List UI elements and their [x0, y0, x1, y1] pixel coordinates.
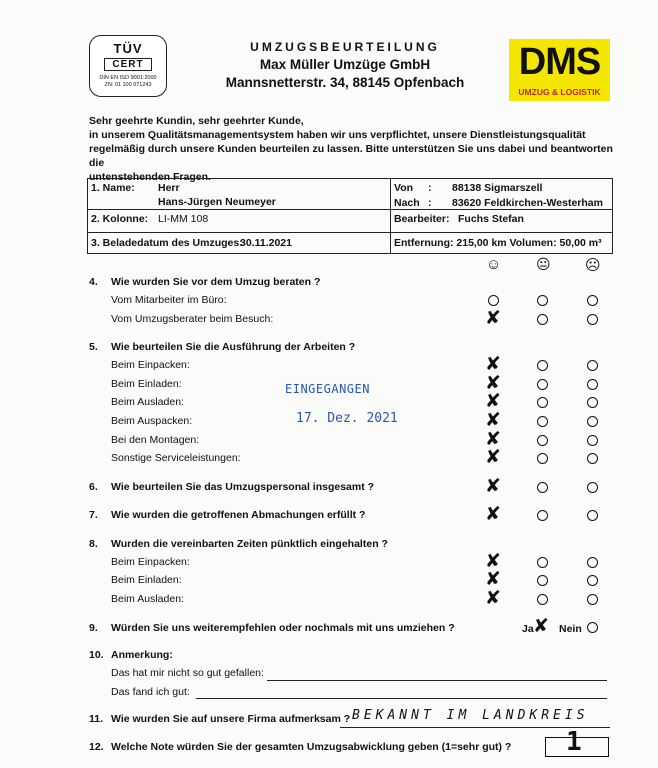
check-mark: ✘ [485, 588, 501, 609]
handwritten-grade: 1 [566, 727, 582, 757]
salutation-value: Herr [158, 182, 180, 194]
dms-logo [509, 39, 610, 101]
question-item: Beim Einpacken: [111, 359, 190, 371]
question-11 [89, 713, 350, 725]
cert-din: DIN EN ISO 9001:2000 [99, 75, 157, 81]
rating-radio[interactable] [537, 416, 548, 427]
date-label: 3. Beladedatum des Umzuges: [91, 237, 243, 249]
question-text: Wie beurteilen Sie die Ausführung der Arbeiten ? [111, 341, 356, 353]
handwritten-answer: BEKANNT IM LANDKREIS [352, 708, 589, 723]
intro-line: Sehr geehrte Kundin, sehr geehrter Kunde, [89, 115, 304, 127]
bearbeiter-value: Fuchs Stefan [458, 213, 524, 225]
question-number: 11. [89, 713, 104, 725]
question-text: Wie wurden die getroffenen Abmachungen erfüllt ? [111, 509, 366, 521]
nein-radio[interactable] [587, 622, 598, 633]
distance-volume: Entfernung: 215,00 km Volumen: 50,00 m³ [394, 237, 602, 249]
question-7 [89, 509, 365, 521]
received-stamp-date: 17. Dez. 2021 [296, 411, 398, 426]
dms-logo-subtitle: UMZUG & LOGISTIK [518, 87, 601, 97]
rating-radio[interactable] [587, 594, 598, 605]
rating-radio[interactable] [537, 397, 548, 408]
document-title: UMZUGSBEURTEILUNG [250, 40, 440, 54]
rating-radio[interactable] [537, 453, 548, 464]
question-item: Beim Einpacken: [111, 556, 190, 568]
tuv-cert-logo [89, 35, 167, 97]
rating-radio[interactable] [587, 379, 598, 390]
colon: : [428, 182, 432, 194]
smiley-neutral-icon: 😐 [536, 256, 551, 272]
question-item: Sonstige Serviceleistungen: [111, 452, 241, 464]
rating-radio[interactable] [587, 453, 598, 464]
question-item: Beim Einladen: [111, 574, 182, 586]
rating-radio[interactable] [537, 435, 548, 446]
question-12 [89, 741, 511, 753]
question-number: 8. [89, 538, 98, 550]
document-header [180, 40, 510, 90]
table-divider [390, 179, 391, 253]
company-name: Max Müller Umzüge GmbH [259, 57, 431, 72]
rating-radio[interactable] [488, 295, 499, 306]
kolonne-value: LI-MM 108 [158, 213, 209, 225]
von-label: Von [394, 182, 414, 194]
question-number: 5. [89, 341, 98, 353]
check-mark: ✘ [485, 410, 501, 431]
question-6 [89, 481, 374, 493]
check-mark: ✘ [485, 391, 501, 412]
question-text: Anmerkung: [111, 649, 173, 661]
question-item: Das hat mir nicht so gut gefallen: [111, 667, 264, 679]
name-label: 1. Name: [91, 182, 135, 194]
question-item: Vom Mitarbeiter im Büro: [111, 294, 227, 306]
rating-radio[interactable] [537, 575, 548, 586]
rating-radio[interactable] [537, 295, 548, 306]
dms-logo-text: DMS [518, 41, 601, 83]
question-text: Welche Note würden Sie der gesamten Umzugsabwicklung geben (1=sehr gut) ? [111, 741, 512, 753]
question-number: 6. [89, 481, 98, 493]
question-text: Würden Sie uns weiterempfehlen oder nochmals mit uns umziehen ? [111, 622, 455, 634]
smiley-good-icon: ☺ [486, 256, 502, 273]
ja-label: Ja [522, 623, 534, 635]
question-5 [89, 341, 355, 353]
answer-line[interactable] [267, 680, 607, 681]
rating-radio[interactable] [587, 295, 598, 306]
rating-radio[interactable] [537, 482, 548, 493]
question-number: 7. [89, 509, 98, 521]
rating-radio[interactable] [587, 575, 598, 586]
question-number: 9. [89, 622, 98, 634]
question-4 [89, 276, 320, 288]
von-value: 88138 Sigmarszell [452, 182, 543, 194]
question-text: Wie wurden Sie vor dem Umzug beraten ? [111, 276, 321, 288]
rating-radio[interactable] [537, 314, 548, 325]
rating-radio[interactable] [587, 435, 598, 446]
check-mark: ✘ [485, 447, 501, 468]
check-mark: ✘ [485, 354, 501, 375]
question-text: Wurden die vereinbarten Zeiten pünktlich eingehalten ? [111, 538, 388, 550]
question-number: 12. [89, 741, 104, 753]
check-mark: ✘ [485, 551, 501, 572]
check-mark: ✘ [533, 616, 549, 637]
rating-radio[interactable] [537, 360, 548, 371]
rating-radio[interactable] [537, 510, 548, 521]
rating-radio[interactable] [587, 482, 598, 493]
check-mark: ✘ [485, 476, 501, 497]
answer-line[interactable] [196, 698, 607, 699]
rating-radio[interactable] [587, 557, 598, 568]
check-mark: ✘ [485, 429, 501, 450]
check-mark: ✘ [485, 308, 501, 329]
cert-details [90, 75, 166, 88]
cert-label: CERT [104, 58, 152, 71]
rating-radio[interactable] [537, 379, 548, 390]
cert-zn: ZN: 01 100 071243 [104, 81, 152, 88]
date-value: 30.11.2021 [240, 237, 292, 249]
question-10 [89, 649, 173, 661]
check-mark: ✘ [485, 569, 501, 590]
customer-info-table [87, 178, 613, 254]
colon: : [428, 197, 432, 209]
intro-line: untenstehenden Fragen. [89, 171, 211, 183]
rating-radio[interactable] [587, 314, 598, 325]
table-divider [88, 209, 390, 210]
rating-radio[interactable] [537, 557, 548, 568]
question-number: 10. [89, 649, 104, 661]
rating-radio[interactable] [537, 594, 548, 605]
question-item: Das fand ich gut: [111, 686, 190, 698]
rating-radio[interactable] [587, 360, 598, 371]
rating-radio[interactable] [587, 510, 598, 521]
kolonne-label: 2. Kolonne: [91, 213, 149, 225]
bearbeiter-label: Bearbeiter: [394, 213, 450, 225]
rating-radio[interactable] [587, 416, 598, 427]
name-value: Hans-Jürgen Neumeyer [158, 196, 276, 208]
nein-label: Nein [559, 623, 582, 635]
intro-line: in unserem Qualitätsmanagementsystem haben wir uns verpflichtet, unsere Dienstleistungsqualität [89, 129, 586, 141]
question-item: Beim Ausladen: [111, 593, 184, 605]
question-item: Beim Einladen: [111, 378, 182, 390]
rating-radio[interactable] [587, 397, 598, 408]
question-number: 4. [89, 276, 98, 288]
question-text: Wie beurteilen Sie das Umzugspersonal insgesamt ? [111, 481, 375, 493]
question-text: Wie wurden Sie auf unsere Firma aufmerksam ? [111, 713, 351, 725]
question-item: Bei den Montagen: [111, 434, 200, 446]
intro-text [89, 114, 614, 184]
company-address: Mannsnetterstr. 34, 88145 Opfenbach [225, 75, 465, 90]
nach-label: Nach [394, 197, 420, 209]
nach-value: 83620 Feldkirchen-Westerham [452, 197, 603, 209]
check-mark: ✘ [485, 504, 501, 525]
intro-line: regelmäßig durch unsere Kunden beurteilen zu lassen. Bitte unterstützen Sie uns dabei und beantworten die [89, 143, 613, 169]
question-8 [89, 538, 388, 550]
check-mark: ✘ [485, 373, 501, 394]
question-item: Beim Ausladen: [111, 396, 184, 408]
smiley-bad-icon: ☹ [585, 257, 601, 274]
table-divider [390, 209, 612, 210]
tuv-brand: TÜV [113, 41, 143, 56]
table-divider [88, 232, 612, 233]
question-item: Beim Auspacken: [111, 415, 193, 427]
received-stamp-label: EINGEGANGEN [285, 382, 370, 396]
question-item: Vom Umzugsberater beim Besuch: [111, 313, 274, 325]
question-9 [89, 622, 455, 634]
